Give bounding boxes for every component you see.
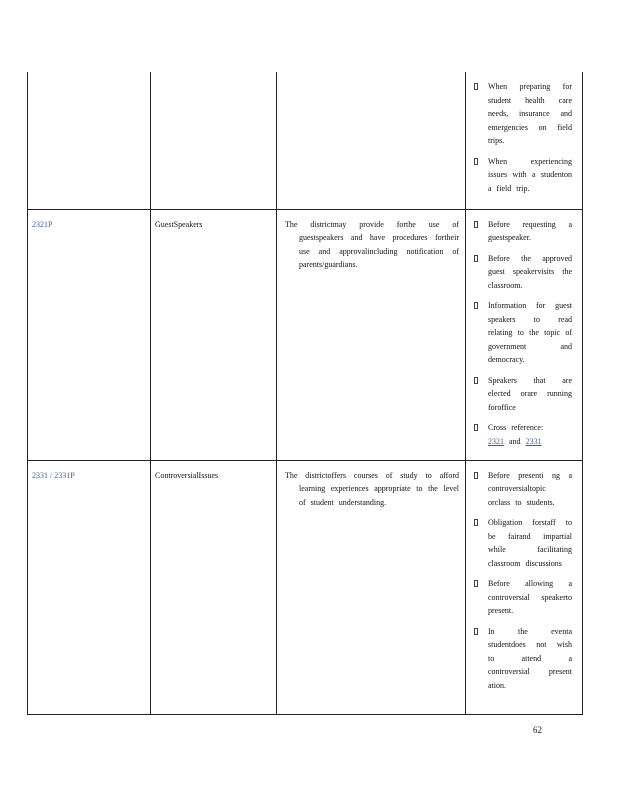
table-row	[28, 72, 583, 209]
cross-reference: Cross reference: 2321 and 2331	[488, 423, 544, 446]
list-item: In the eventa studentdoes not wish to attend a controversial present ation.	[474, 625, 572, 693]
notes-list	[474, 218, 572, 449]
policy-code-cell: 2321P	[28, 209, 151, 460]
policy-summary-text: The districtmay provide forthe use of guestspeakers and have procedures fortheir use and approvalincluding notification of parents/guardians.	[285, 219, 459, 269]
xref-link-2321[interactable]: 2321	[488, 436, 504, 446]
bullet-box-icon	[474, 628, 478, 635]
notes-cell	[466, 209, 583, 460]
bullet-box-icon	[474, 580, 478, 587]
list-item: Information for guest speakers to read relating to the topic of government and democracy.	[474, 299, 572, 367]
notes-list	[474, 469, 572, 693]
notes-list	[474, 80, 572, 195]
bullet-box-icon	[474, 83, 478, 90]
table-row	[28, 209, 583, 460]
list-item: Obligation forstaff to be fairand impartial while facilitating classroom discussions	[474, 516, 572, 570]
bullet-box-icon	[474, 158, 478, 165]
table-row	[28, 460, 583, 714]
bullet-box-icon	[474, 255, 478, 262]
list-item: Before allowing a controversial speakerto present.	[474, 577, 572, 618]
list-item: Before requesting a guestspeaker.	[474, 218, 572, 245]
bullet-box-icon	[474, 472, 478, 479]
bullet-box-icon	[474, 519, 478, 526]
page-number: 62	[533, 725, 542, 735]
policy-topic-cell: GuestSpeakers	[151, 209, 277, 460]
policy-summary-cell	[277, 72, 466, 209]
policy-topic-cell	[151, 72, 277, 209]
list-item	[474, 421, 572, 448]
bullet-box-icon	[474, 377, 478, 384]
policy-topic-cell: ControversialIssues	[151, 460, 277, 714]
list-item: When experiencing issues with a studenton a field trip.	[474, 155, 572, 196]
policy-summary-cell	[277, 460, 466, 714]
policy-table	[27, 72, 583, 715]
bullet-box-icon	[474, 424, 478, 431]
xref-link-2331[interactable]: 2331	[525, 436, 542, 446]
list-item: When preparing for student health care needs, insurance and emergencies on field trips.	[474, 80, 572, 148]
bullet-box-icon	[474, 302, 478, 309]
policy-summary-cell	[277, 209, 466, 460]
list-item: Before the approved guest speakervisits the classroom.	[474, 252, 572, 293]
policy-code-cell	[28, 72, 151, 209]
policy-code-cell: 2331 / 2331P	[28, 460, 151, 714]
list-item: Speakers that are elected orare running foroffice	[474, 374, 572, 415]
list-item: Before presenti ng a controversialtopic orclass to students.	[474, 469, 572, 510]
policy-summary-text: The districtoffers courses of study to afford learning experiences appropriate to the level of student understanding.	[285, 470, 459, 507]
notes-cell	[466, 72, 583, 209]
bullet-box-icon	[474, 221, 478, 228]
notes-cell	[466, 460, 583, 714]
